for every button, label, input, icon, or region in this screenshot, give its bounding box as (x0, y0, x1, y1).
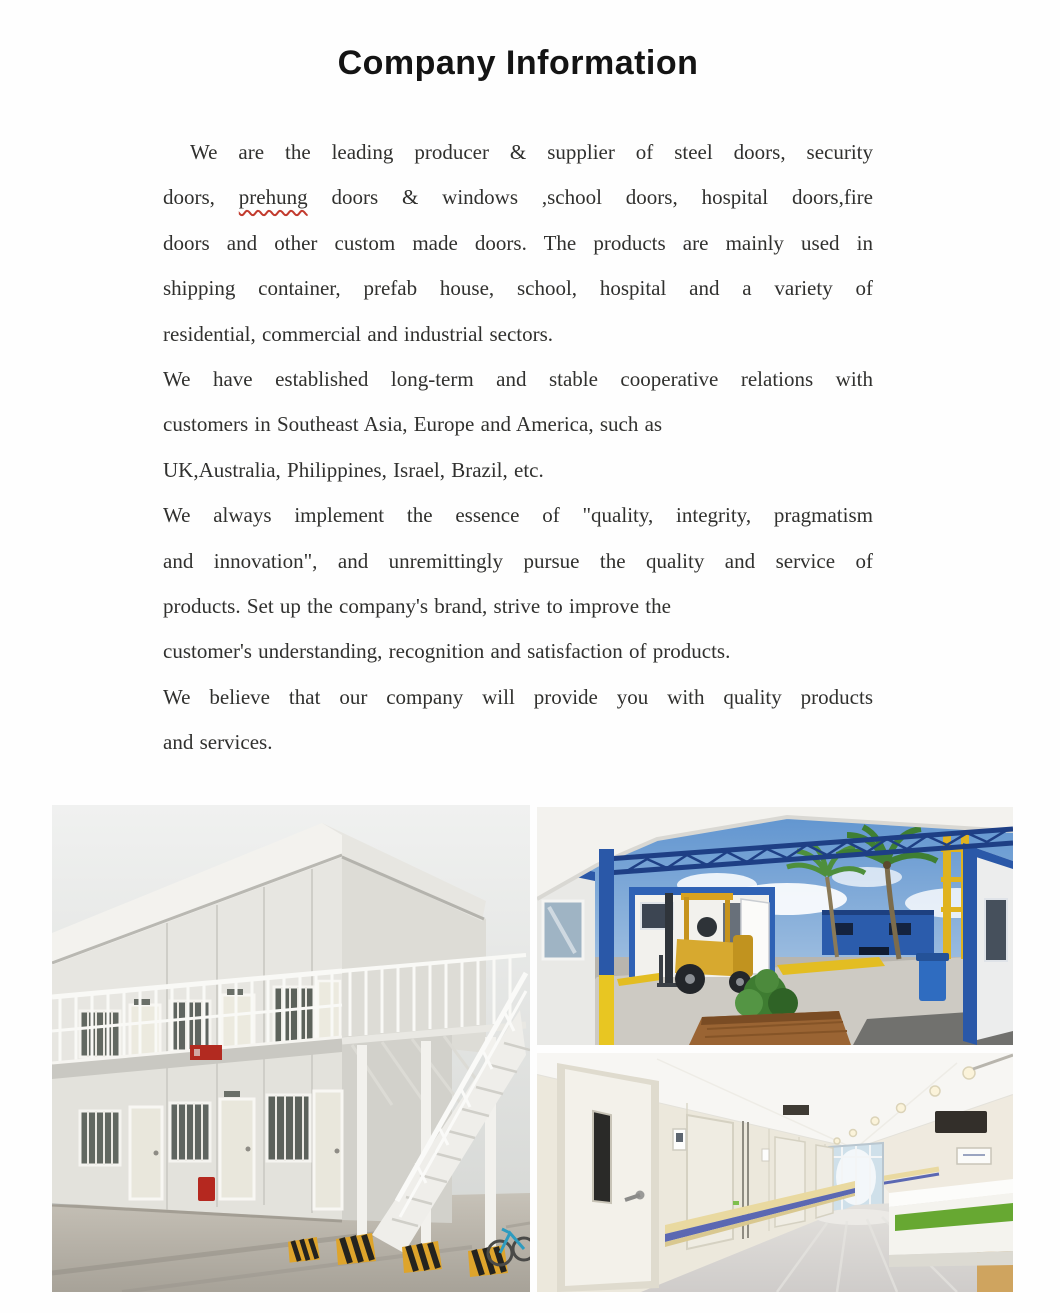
text-line: customer's understanding, recognition and satisfaction of products. (163, 639, 731, 664)
text-line: We believe that our company will provide you with quality products (163, 684, 873, 709)
container-house-illustration (52, 805, 530, 1292)
text-line: doors and other custom made doors. The products are mainly used in (163, 230, 873, 255)
foreground-door (557, 1063, 659, 1292)
hospital-corridor-photo (537, 1053, 1013, 1292)
text-line: shipping container, prefab house, school, hospital and a variety of (163, 276, 873, 301)
company-description (163, 130, 873, 765)
ceiling-sign (783, 1105, 809, 1115)
foreground-container (963, 843, 1013, 1045)
text-line: doors, prehung doors & windows ,school doors, hospital doors,fire (163, 185, 873, 210)
page-title: Company Information (337, 44, 699, 82)
text-line: residential, commercial and industrial sectors. (163, 321, 554, 346)
text-line: We have established long-term and stable cooperative relations with (163, 366, 873, 391)
text-line: and innovation", and unremittingly pursue the quality and service of (163, 548, 873, 573)
text-line: and services. (163, 730, 273, 755)
container-yard-forklift-photo (537, 807, 1013, 1045)
display-board (935, 1111, 987, 1133)
red-bin (198, 1177, 215, 1201)
spellcheck-word: prehung (238, 185, 308, 210)
blue-building (822, 910, 934, 955)
text-line: We are the leading producer & supplier of steel doors, security (190, 140, 873, 164)
trash-bin (916, 953, 949, 1001)
text-line: products. Set up the company's brand, strive to improve the (163, 593, 671, 618)
yard-illustration (537, 807, 1013, 1045)
canopy-column (599, 849, 614, 1045)
container-house-photo (52, 805, 530, 1292)
text-line: customers in Southeast Asia, Europe and America, such as (163, 412, 663, 437)
corridor-illustration (537, 1053, 1013, 1292)
text-line: UK,Australia, Philippines, Israel, Brazil, etc. (163, 457, 544, 482)
text-line: We always implement the essence of "quality, integrity, pragmatism (163, 503, 873, 528)
